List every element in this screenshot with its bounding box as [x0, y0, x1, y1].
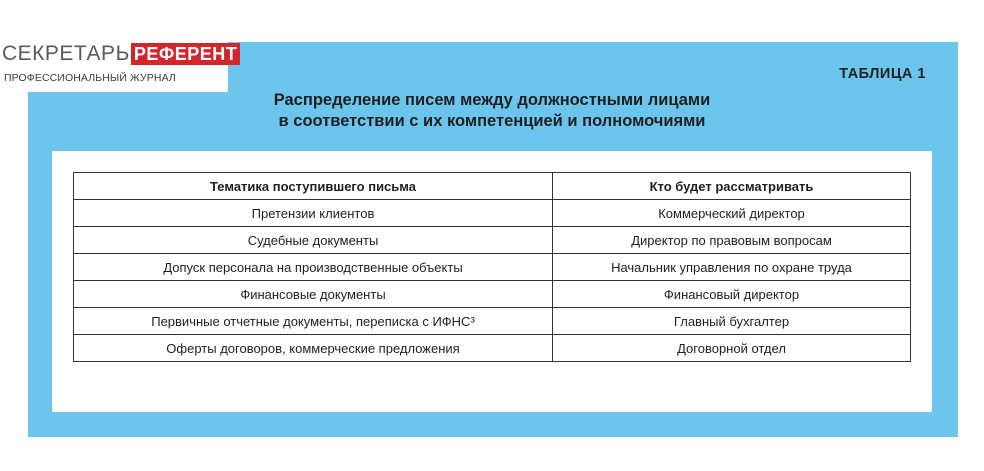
distribution-table — [73, 172, 911, 362]
table-row — [74, 335, 911, 362]
cell-topic: Первичные отчетные документы, переписка с ИФНС³ — [74, 308, 553, 335]
cell-topic: Претензии клиентов — [74, 200, 553, 227]
cell-topic: Финансовые документы — [74, 281, 553, 308]
header-reviewer: Кто будет рассматривать — [553, 173, 911, 200]
logo-subtitle: ПРОФЕССИОНАЛЬНЫЙ ЖУРНАЛ — [4, 72, 176, 84]
logo-brand-text: РЕФЕРЕНТ — [131, 43, 240, 65]
table-row — [74, 281, 911, 308]
table-row — [74, 200, 911, 227]
logo-title — [2, 43, 240, 65]
document-title — [228, 90, 756, 132]
cell-topic: Оферты договоров, коммерческие предложения — [74, 335, 553, 362]
cell-topic: Судебные документы — [74, 227, 553, 254]
table-row — [74, 308, 911, 335]
title-line-1: Распределение писем между должностными лицами — [273, 91, 711, 109]
title-line-2: в соответствии с их компетенцией и полномочиями — [278, 112, 706, 130]
table-row — [74, 254, 911, 281]
cell-topic: Допуск персонала на производственные объекты — [74, 254, 553, 281]
cell-reviewer: Директор по правовым вопросам — [553, 227, 911, 254]
table-label: ТАБЛИЦА 1 — [839, 66, 926, 82]
cell-reviewer: Коммерческий директор — [553, 200, 911, 227]
header-letter-topic: Тематика поступившего письма — [74, 173, 553, 200]
magazine-logo — [0, 34, 238, 92]
table-row — [74, 227, 911, 254]
cell-reviewer: Финансовый директор — [553, 281, 911, 308]
logo-main-text: СЕКРЕТАРЬ — [2, 42, 130, 65]
table-header-row — [74, 173, 911, 200]
cell-reviewer: Договорной отдел — [553, 335, 911, 362]
cell-reviewer: Главный бухгалтер — [553, 308, 911, 335]
cell-reviewer: Начальник управления по охране труда — [553, 254, 911, 281]
